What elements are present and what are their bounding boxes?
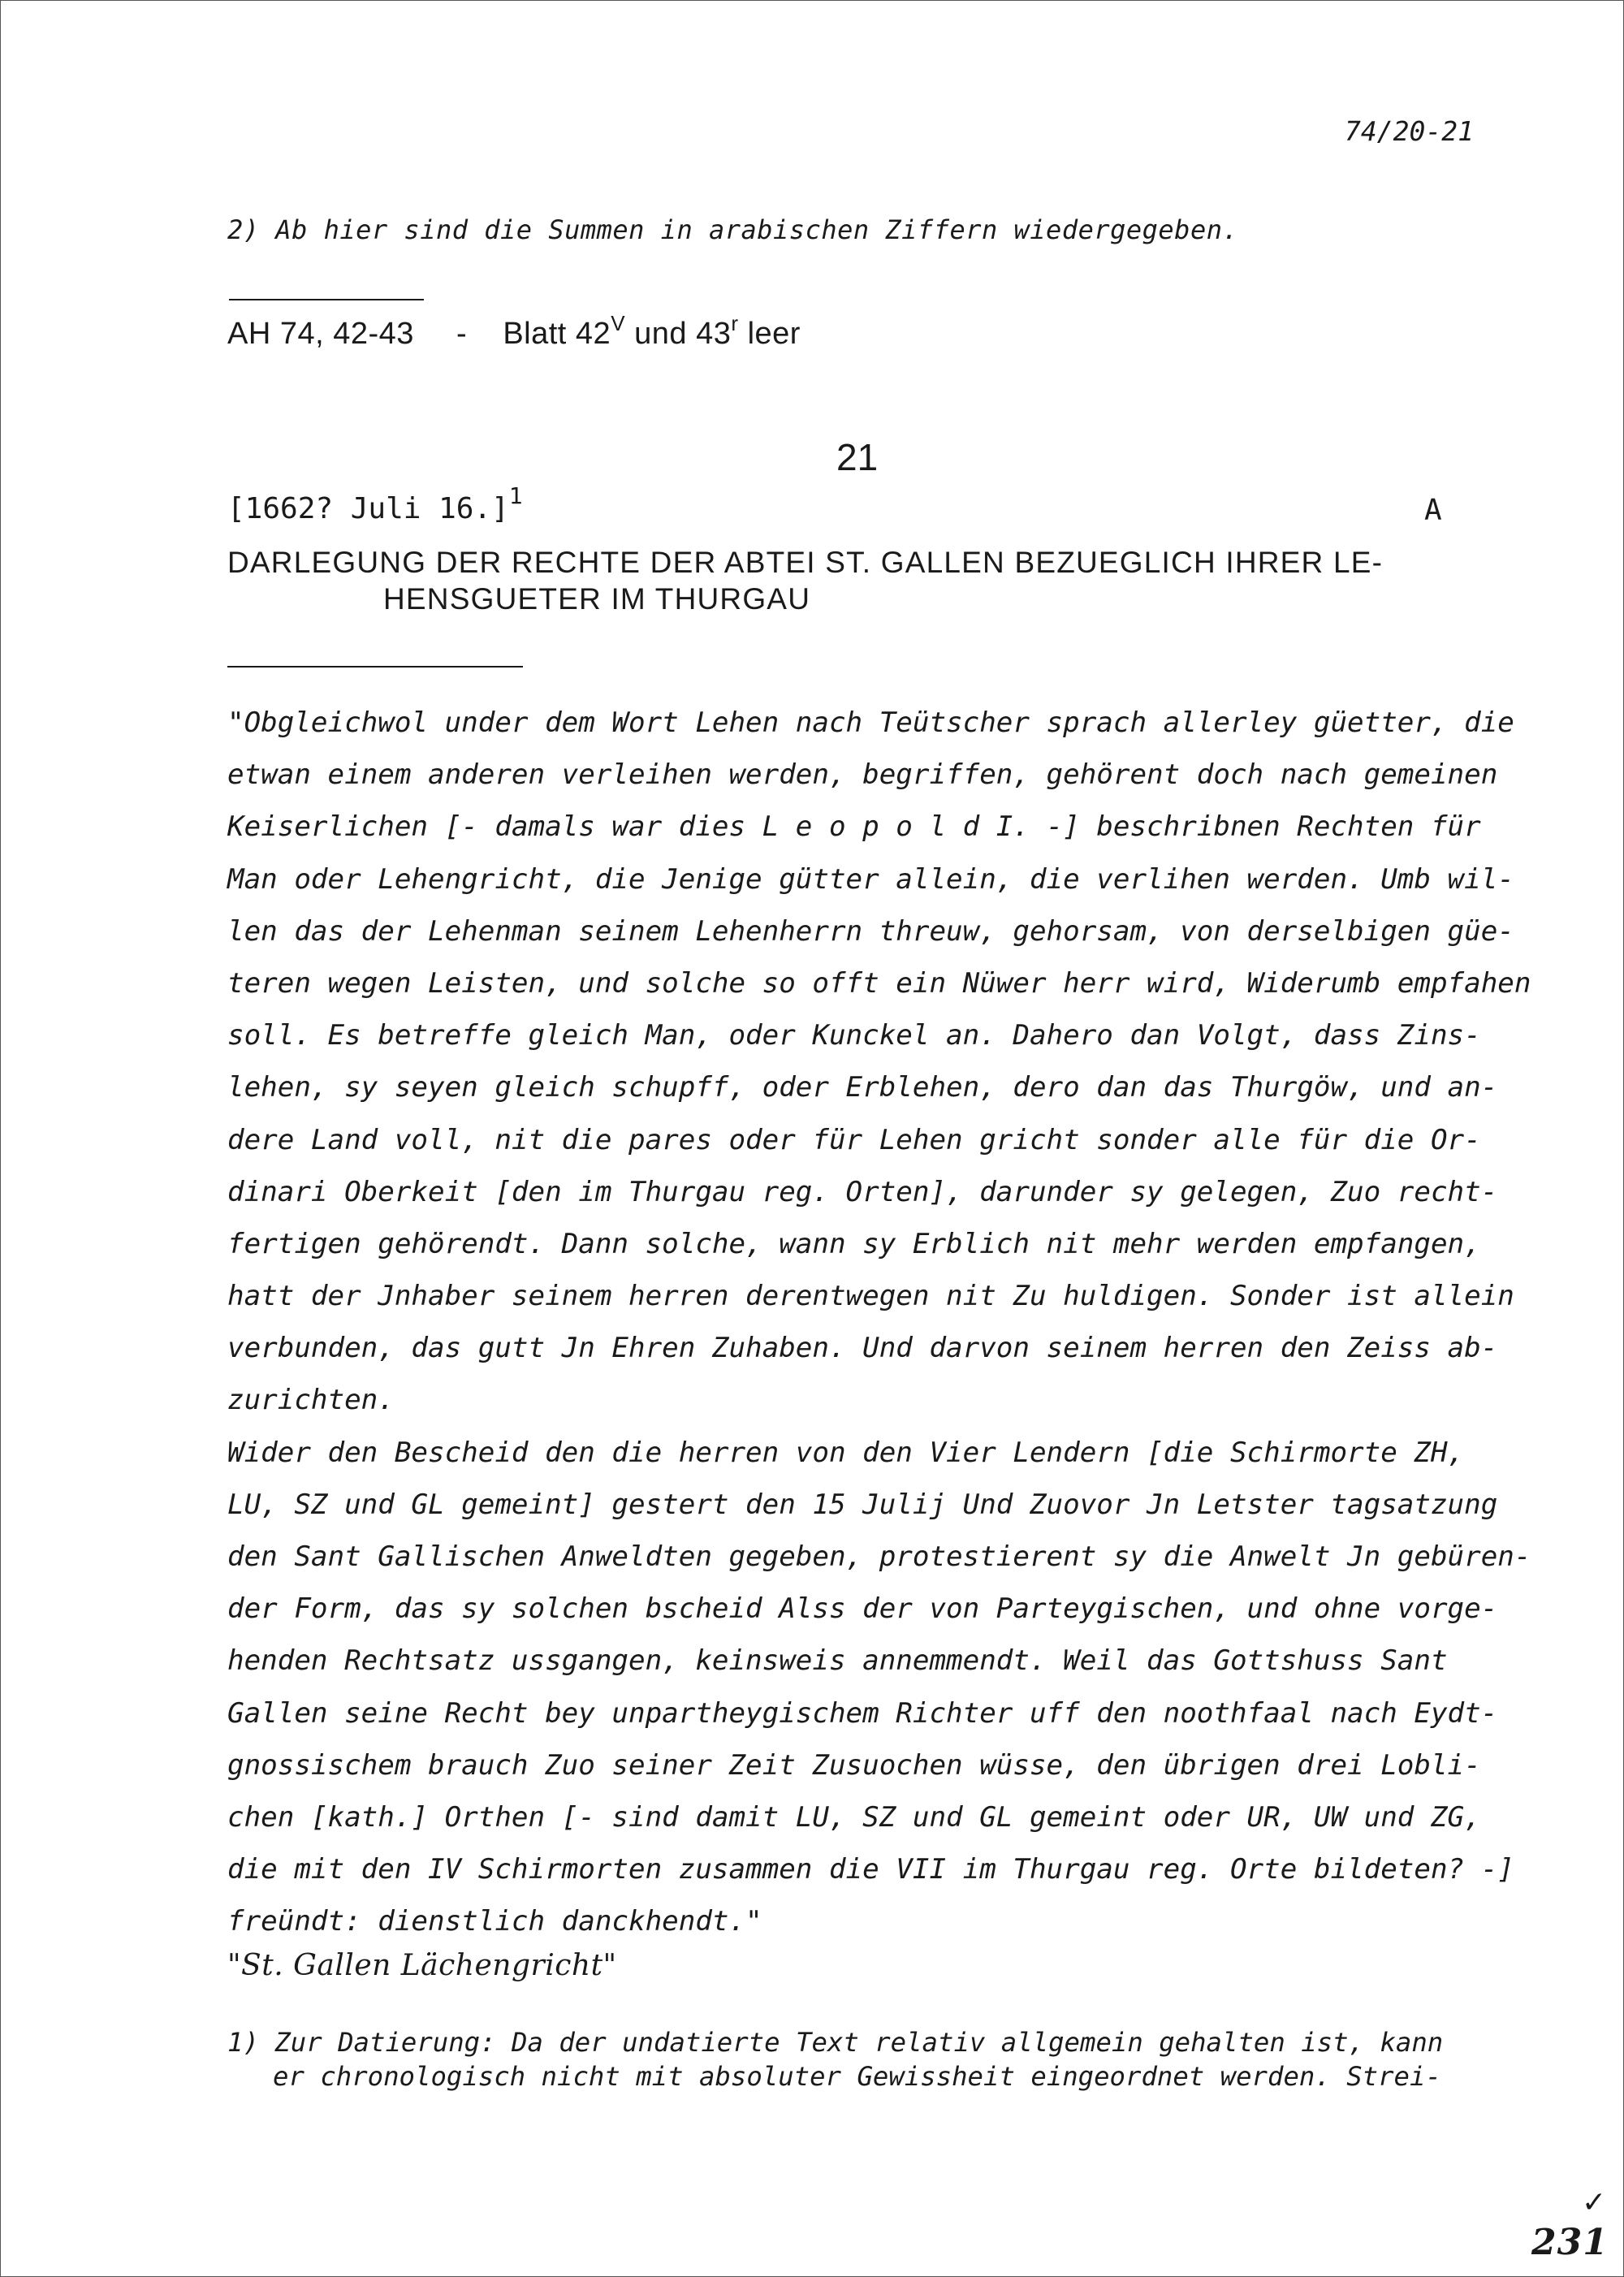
body-line: hatt der Jnhaber seinem herren derentwegen nit Zu huldigen. Sonder ist allein <box>227 1280 1514 1313</box>
document-date-text: [1662? Juli 16.] <box>227 492 509 525</box>
document-date-footnote-ref: 1 <box>508 482 523 509</box>
document-title <box>227 544 1383 617</box>
page-reference: 74/20-21 <box>1345 115 1474 147</box>
archive-folio-note: leer <box>738 317 801 351</box>
archive-folio-b: und 43 <box>625 317 732 351</box>
document-date <box>227 482 523 525</box>
footnote-divider <box>229 299 424 300</box>
body-line: die mit den IV Schirmorten zusammen die VII im Thurgau reg. Orte bildeten? -] <box>227 1853 1514 1886</box>
body-line: chen [kath.] Orthen [- sind damit LU, SZ und GL gemeint oder UR, UW und ZG, <box>227 1800 1481 1834</box>
page-number-stamp: 231 <box>1531 2222 1609 2263</box>
body-line: len das der Lehenman seinem Lehenherrn threuw, gehorsam, von derselbigen güe- <box>227 914 1514 948</box>
check-mark: ✓ <box>1582 2186 1607 2219</box>
body-line: Wider den Bescheid den die herren von den Vier Lendern [die Schirmorte ZH, <box>227 1436 1465 1469</box>
document-title-line-2: HENSGUETER IM THURGAU <box>383 582 811 616</box>
body-line: henden Rechtsatz ussgangen, keinsweis annemmendt. Weil das Gottshuss Sant <box>227 1644 1448 1678</box>
previous-footnote: 2) Ab hier sind die Summen in arabischen Ziffern wiedergegeben. <box>227 214 1239 245</box>
body-line: dinari Oberkeit [den im Thurgau reg. Orten], darunder sy gelegen, Zuo recht- <box>227 1175 1498 1208</box>
body-line: fertigen gehörendt. Dann solche, wann sy Erblich nit mehr werden empfangen, <box>227 1227 1481 1260</box>
body-line: Keiserlichen [- damals war dies L e o p o l d I. -] beschribnen Rechten für <box>227 810 1481 844</box>
title-divider <box>227 666 523 668</box>
footnote-line: 1) Zur Datierung: Da der undatierte Text relativ allgemein gehalten ist, kann <box>227 2027 1444 2058</box>
body-line: Man oder Lehengricht, die Jenige gütter allein, die verlihen werden. Umb wil- <box>227 862 1514 896</box>
archive-reference-line <box>227 311 801 352</box>
footnote-line: er chronologisch nicht mit absoluter Gewissheit eingeordnet werden. Strei- <box>273 2061 1441 2092</box>
footnote <box>227 2025 1443 2093</box>
document-body <box>227 697 1531 1948</box>
body-line: gnossischem brauch Zuo seiner Zeit Zusuochen wüsse, den übrigen drei Lobli- <box>227 1748 1481 1782</box>
archive-folio-a-side: V <box>611 311 626 335</box>
body-line: soll. Es betreffe gleich Man, oder Kunckel an. Dahero dan Volgt, dass Zins- <box>227 1019 1481 1052</box>
body-line: den Sant Gallischen Anweldten gegeben, protestierent sy die Anwelt Jn gebüren- <box>227 1540 1531 1573</box>
body-line: Gallen seine Recht bey unpartheygischem Richter uff den noothfaal nach Eydt- <box>227 1696 1498 1730</box>
document-title-line-1: DARLEGUNG DER RECHTE DER ABTEI ST. GALLEN BEZUEGLICH IHRER LE- <box>227 546 1384 579</box>
body-line: der Form, das sy solchen bscheid Alss der von Parteygischen, und ohne vorge- <box>227 1592 1498 1626</box>
body-line: verbunden, das gutt Jn Ehren Zuhaben. Und darvon seinem herren den Zeiss ab- <box>227 1332 1498 1365</box>
document-number: 21 <box>836 436 879 478</box>
archive-folio-b-side: r <box>731 311 739 335</box>
body-line: lehen, sy seyen gleich schupff, oder Erblehen, dero dan das Thurgöw, und an- <box>227 1071 1498 1104</box>
body-line: freündt: dienstlich danckhendt." <box>227 1905 762 1938</box>
body-line: LU, SZ und GL gemeint] gestert den 15 Julij Und Zuovor Jn Letster tagsatzung <box>227 1488 1498 1521</box>
endorsement-note: "St. Gallen Lächengricht" <box>227 1949 617 1982</box>
body-line: dere Land voll, nit die pares oder für Lehen gricht sonder alle für die Or- <box>227 1123 1481 1156</box>
body-line: teren wegen Leisten, und solche so offt ein Nüwer herr wird, Widerumb empfahen <box>227 966 1531 1000</box>
archive-ref: AH 74, 42-43 <box>227 317 414 351</box>
archive-dash: - <box>456 317 468 351</box>
body-line: "Obgleichwol under dem Wort Lehen nach Teütscher sprach allerley güetter, die <box>227 706 1514 739</box>
body-line: etwan einem anderen verleihen werden, begriffen, gehörent doch nach gemeinen <box>227 758 1498 792</box>
archive-folio-a: Blatt 42 <box>503 317 611 351</box>
body-line: zurichten. <box>227 1384 395 1417</box>
document-mark: A <box>1424 494 1442 527</box>
